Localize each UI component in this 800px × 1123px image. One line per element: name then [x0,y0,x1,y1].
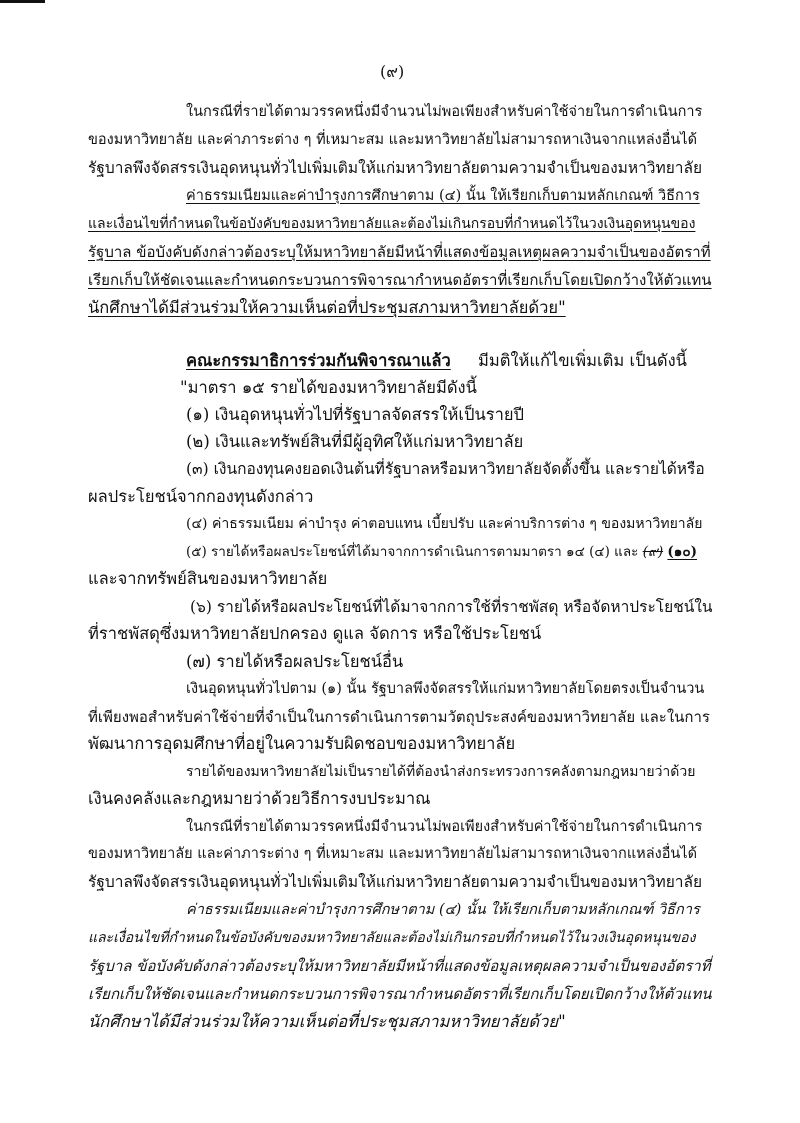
page-edge-mark [0,0,45,3]
sec1-line-6: รัฐบาล ข้อบังคับดังกล่าวต้องระบุให้มหาวิทยาลัยมีหน้าที่แสดงข้อมูลเหตุผลความจำเป็นของอัตราที่ [88,243,711,261]
sec2-line-10: ที่ราชพัสดุซึ่งมหาวิทยาลัยปกครอง ดูแล จัดการ หรือใช้ประโยชน์ [88,624,542,643]
sec2-line-7-inserted: (๑๐) [667,544,698,560]
sec2-line-15: รายได้ของมหาวิทยาลัยไม่เป็นรายได้ที่ต้องนำส่งกระทรวงการคลังตามกฎหมายว่าด้วย [186,764,696,780]
sec1-line-5: และเงื่อนไขที่กำหนดในข้อบังคับของมหาวิทยาลัยและต้องไม่เกินกรอบที่กำหนดไว้ในวงเงินอุดหนุนของ [88,216,696,232]
sec2-line-13: ที่เพียงพอสำหรับค่าใช้จ่ายที่จำเป็นในการดำเนินการตามวัตถุประสงค์ของมหาวิทยาลัย และในการ [88,708,710,726]
sec2-line-8: และจากทรัพย์สินของมหาวิทยาลัย [88,569,328,588]
sec1-line-2: ของมหาวิทยาลัย และค่าภาระต่าง ๆ ที่เหมาะสม และมหาวิทยาลัยไม่สามารถหาเงินจากแหล่งอื่นได้ [88,132,698,148]
sec2-line-16: เงินคงคลังและกฎหมายว่าด้วยวิธีการงบประมาณ [88,789,431,808]
sec2-line-19: รัฐบาลพึงจัดสรรเงินอุดหนุนทั่วไปเพิ่มเติมให้แก่มหาวิทยาลัยตามความจำเป็นของมหาวิทยาลัย [88,873,703,891]
sec2-line-18: ของมหาวิทยาลัย และค่าภาระต่าง ๆ ที่เหมาะสม และมหาวิทยาลัยไม่สามารถหาเงินจากแหล่งอื่นได้ [88,846,698,862]
sec2-line-12: เงินอุดหนุนทั่วไปตาม (๑) นั้น รัฐบาลพึงจัดสรรให้แก่มหาวิทยาลัยโดยตรงเป็นจำนวน [186,681,705,697]
committee-heading: คณะกรรมาธิการร่วมกันพิจารณาแล้ว [186,351,451,370]
sec1-line-7: เรียกเก็บให้ชัดเจนและกำหนดกระบวนการพิจารณากำหนดอัตราที่เรียกเก็บโดยเปิดกว้างให้ตัวแทน [88,271,712,289]
sec1-line-3: รัฐบาลพึงจัดสรรเงินอุดหนุนทั่วไปเพิ่มเติมให้แก่มหาวิทยาลัยตามความจำเป็นของมหาวิทยาลัย [88,159,703,177]
sec1-line-4: ค่าธรรมเนียมและค่าบำรุงการศึกษาตาม (๔) นั้น ให้เรียกเก็บตามหลักเกณฑ์ วิธีการ [186,188,700,204]
sec2-line-14: พัฒนาการอุดมศึกษาที่อยู่ในความรับผิดชอบของมหาวิทยาลัย [88,734,516,753]
sec3-line-4: เรียกเก็บให้ชัดเจนและกำหนดกระบวนการพิจารณากำหนดอัตราที่เรียกเก็บโดยเปิดกว้างให้ตัวแทน [88,985,712,1003]
sec2-line-4: (๓) เงินกองทุนคงยอดเงินต้นที่รัฐบาลหรือมหาวิทยาลัยจัดตั้งขึ้น และรายได้หรือ [186,460,705,478]
sec2-line-7-struck: (๙) [642,544,664,560]
sec3-line-1: ค่าธรรมเนียมและค่าบำรุงการศึกษาตาม (๔) นั้น ให้เรียกเก็บตามหลักเกณฑ์ วิธีการ [186,902,700,918]
sec2-line-1: "มาตรา ๑๕ รายได้ของมหาวิทยาลัยมีดังนี้ [180,378,477,397]
sec2-line-3: (๒) เงินและทรัพย์สินที่มีผู้อุทิศให้แก่มหาวิทยาลัย [186,432,524,451]
committee-resolution: มีมติให้แก้ไขเพิ่มเติม เป็นดังนี้ [478,351,687,370]
sec1-line-1: ในกรณีที่รายได้ตามวรรคหนึ่งมีจำนวนไม่พอเพียงสำหรับค่าใช้จ่ายในการดำเนินการ [186,104,703,120]
sec3-line-5: นักศึกษาได้มีส่วนร่วมให้ความเห็นต่อที่ประชุมสภามหาวิทยาลัยด้วย" [88,1012,566,1031]
sec3-line-3: รัฐบาล ข้อบังคับดังกล่าวต้องระบุให้มหาวิทยาลัยมีหน้าที่แสดงข้อมูลเหตุผลความจำเป็นของอัตราที่ [88,957,711,975]
sec2-line-9: (๖) รายได้หรือผลประโยชน์ที่ได้มาจากการใช้ที่ราชพัสดุ หรือจัดหาประโยชน์ใน [190,598,713,616]
sec1-line-8: นักศึกษาได้มีส่วนร่วมให้ความเห็นต่อที่ประชุมสภามหาวิทยาลัยด้วย" [88,298,566,317]
sec2-line-7 [186,541,697,563]
sec2-line-6: (๔) ค่าธรรมเนียม ค่าบำรุง ค่าตอบแทน เบี้ยปรับ และค่าบริการต่าง ๆ ของมหาวิทยาลัย [186,516,703,532]
sec2-line-5: ผลประโยชน์จากกองทุนดังกล่าว [88,487,314,506]
sec3-line-2: และเงื่อนไขที่กำหนดในข้อบังคับของมหาวิทยาลัยและต้องไม่เกินกรอบที่กำหนดไว้ในวงเงินอุดหนุนของ [88,930,696,946]
sec2-line-11: (๗) รายได้หรือผลประโยชน์อื่น [186,652,404,671]
sec2-line-17: ในกรณีที่รายได้ตามวรรคหนึ่งมีจำนวนไม่พอเพียงสำหรับค่าใช้จ่ายในการดำเนินการ [186,819,703,835]
page-number: (๙) [380,62,405,81]
sec2-line-2: (๑) เงินอุดหนุนทั่วไปที่รัฐบาลจัดสรรให้เป็นรายปี [186,405,525,424]
sec2-line-7-text: (๕) รายได้หรือผลประโยชน์ที่ได้มาจากการดำเนินการตามมาตรา ๑๔ (๔) และ [186,544,639,560]
